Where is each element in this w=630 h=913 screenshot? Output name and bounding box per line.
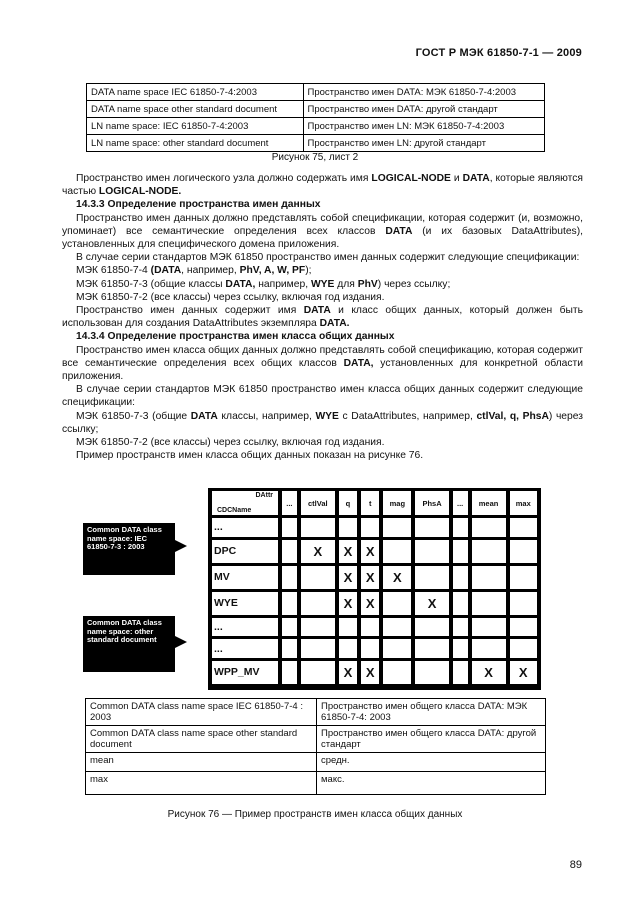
figure76-caption: Рисунок 76 — Пример пространств имен класса общих данных: [167, 809, 463, 820]
paragraph: В случае серии стандартов МЭК 61850 пространство имен класса общих данных содержит следующие спецификации:: [62, 384, 583, 409]
table-cell: DATA name space other standard document: [87, 101, 304, 118]
grid-corner: [212, 491, 278, 515]
section-heading: 14.3.4 Определение пространства имен класса общих данных: [76, 331, 395, 343]
section-heading: 14.3.3 Определение пространства имен данных: [76, 199, 321, 211]
table-cell: Пространство имен DATA: МЭК 61850-7-4:2003: [303, 84, 544, 101]
grid-column-header: ...: [453, 491, 468, 515]
grid-cell: [282, 518, 297, 537]
grid-row: [212, 618, 537, 637]
table-cell: макс.: [317, 772, 546, 795]
grid-row: [212, 661, 537, 684]
grid-row: [212, 592, 537, 615]
corner-label-dattr: DAttr: [255, 492, 273, 499]
grid-cell: [453, 592, 468, 615]
grid-cell: [415, 540, 448, 563]
grid-cell: [383, 618, 411, 637]
grid-cell: [383, 540, 411, 563]
grid-cell: [472, 540, 506, 563]
grid-cell: [510, 518, 537, 537]
paragraph: Пространство имен данных содержит имя DATA и класс общих данных, который должен быть использован для создания DataAttributes экземпляра DATA.: [62, 305, 583, 330]
grid-cell: [415, 661, 448, 684]
table-cell: max: [86, 772, 317, 795]
grid-cell: X: [383, 566, 411, 589]
grid-cell: [510, 566, 537, 589]
grid-cell: [383, 661, 411, 684]
grid-row-label: WYE: [212, 592, 278, 615]
grid-cell: [383, 518, 411, 537]
table-cell: Пространство имен DATA: другой стандарт: [303, 101, 544, 118]
grid-cell: [383, 639, 411, 658]
grid-cell: [472, 618, 506, 637]
table-row: [87, 135, 545, 152]
figure75-caption: Рисунок 75, лист 2: [271, 152, 359, 163]
table-cell: DATA name space IEC 61850-7-4:2003: [87, 84, 304, 101]
grid-cell: [282, 566, 297, 589]
grid-cell: X: [361, 661, 379, 684]
grid-cell: [339, 618, 357, 637]
grid-cell: [453, 639, 468, 658]
grid-cell: [282, 661, 297, 684]
grid-cell: [361, 518, 379, 537]
grid-row-label: ...: [212, 518, 278, 537]
figure75-table: [86, 83, 545, 152]
grid-cell: X: [301, 540, 335, 563]
grid-cell: [301, 518, 335, 537]
grid-cell: [472, 639, 506, 658]
table-row: [86, 699, 546, 726]
grid-column-header: ctlVal: [301, 491, 335, 515]
grid-cell: [415, 518, 448, 537]
page-number: 89: [569, 859, 582, 871]
table-cell: средн.: [317, 753, 546, 772]
table-cell: Пространство имен общего класса DATA: МЭК 61850-7-4: 2003: [317, 699, 546, 726]
grid-column-header: PhsA: [415, 491, 448, 515]
table-cell: LN name space: other standard document: [87, 135, 304, 152]
grid-cell: [282, 639, 297, 658]
grid-cell: [472, 518, 506, 537]
grid-cell: [415, 566, 448, 589]
grid-cell: X: [339, 540, 357, 563]
grid-cell: [383, 592, 411, 615]
grid-cell: [510, 618, 537, 637]
grid-cell: X: [361, 540, 379, 563]
grid-cell: X: [415, 592, 448, 615]
grid-cell: [453, 518, 468, 537]
callout-iec-namespace: Common DATA class name space: IEC 61850-7-3 : 2003: [83, 523, 175, 575]
grid-cell: [453, 661, 468, 684]
grid-column-header: mag: [383, 491, 411, 515]
grid-cell: [282, 540, 297, 563]
grid-cell: [339, 639, 357, 658]
grid-cell: X: [339, 661, 357, 684]
grid-row-label: MV: [212, 566, 278, 589]
grid-row: [212, 540, 537, 563]
paragraph: Пространство имен логического узла должно содержать имя LOGICAL-NODE и DATA, которые являются частью LOGICAL-NODE.: [62, 173, 583, 198]
paragraph: Пространство имен класса общих данных должно представлять собой спецификацию, которая содержит все семантические определения всех общих классов DATA, установленных для конкретной области приложения.: [62, 344, 583, 383]
table-row: [86, 772, 546, 795]
grid-cell: [282, 618, 297, 637]
table-cell: Пространство имен общего класса DATA: другой стандарт: [317, 726, 546, 753]
table-cell: LN name space: IEC 61850-7-4:2003: [87, 118, 304, 135]
corner-label-cdcname: CDCName: [217, 507, 252, 514]
table-row: [86, 726, 546, 753]
table-cell: Пространство имен LN: МЭК 61850-7-4:2003: [303, 118, 544, 135]
grid-cell: X: [472, 661, 506, 684]
paragraph: Пример пространств имен класса общих данных показан на рисунке 76.: [76, 450, 424, 462]
table-row: [87, 84, 545, 101]
figure76-table: [85, 698, 546, 795]
grid-row: [212, 639, 537, 658]
grid-cell: [453, 618, 468, 637]
grid-column-header: mean: [472, 491, 506, 515]
grid-cell: X: [510, 661, 537, 684]
grid-column-header: t: [361, 491, 379, 515]
grid-cell: X: [339, 592, 357, 615]
grid-cell: [301, 618, 335, 637]
grid-header-row: [212, 491, 537, 515]
grid-cell: [453, 540, 468, 563]
grid-cell: [510, 639, 537, 658]
grid-cell: [453, 566, 468, 589]
grid-row-label: DPC: [212, 540, 278, 563]
grid-cell: X: [339, 566, 357, 589]
table-cell: mean: [86, 753, 317, 772]
table-row: [87, 101, 545, 118]
grid-cell: [510, 540, 537, 563]
grid-row: [212, 566, 537, 589]
grid-row-label: ...: [212, 618, 278, 637]
grid-row: [212, 518, 537, 537]
paragraph: Пространство имен данных должно представлять собой спецификации, которая содержит (и, возможно, упоминает) все семантические определения всех классов DATA (и их базовых DataAttributes), установленных для специфического домена приложения.: [62, 212, 583, 251]
arrow-icon: [175, 540, 187, 552]
grid-cell: [472, 592, 506, 615]
grid-cell: [301, 661, 335, 684]
grid-cell: [339, 518, 357, 537]
grid-cell: [510, 592, 537, 615]
grid-cell: [361, 618, 379, 637]
grid-column-header: ...: [282, 491, 297, 515]
grid-cell: [472, 566, 506, 589]
table-cell: Common DATA class name space IEC 61850-7-4 : 2003: [86, 699, 317, 726]
grid-cell: [282, 592, 297, 615]
table-cell: Common DATA class name space other standard document: [86, 726, 317, 753]
document-header: ГОСТ Р МЭК 61850-7-1 — 2009: [415, 47, 582, 59]
grid-cell: [301, 639, 335, 658]
grid-column-header: max: [510, 491, 537, 515]
paragraph: МЭК 61850-7-3 (общие DATA классы, например, WYE с DataAttributes, например, ctlVal, q, PhsA) через ссылку;: [62, 410, 583, 435]
grid-cell: X: [361, 592, 379, 615]
grid-cell: [361, 639, 379, 658]
grid-row-label: ...: [212, 639, 278, 658]
paragraph: МЭК 61850-7-3 (общие классы DATA, например, WYE для PhV) через ссылку;: [76, 278, 451, 290]
paragraph: МЭК 61850-7-4 (DATA, например, PhV, A, W, PF);: [76, 265, 312, 277]
table-row: [86, 753, 546, 772]
paragraph: МЭК 61850-7-2 (все классы) через ссылку, включая год издания.: [76, 291, 385, 303]
callout-other-namespace: Common DATA class name space: other standard document: [83, 616, 175, 672]
table-row: [87, 118, 545, 135]
paragraph: МЭК 61850-7-2 (все классы) через ссылку, включая год издания.: [76, 437, 385, 449]
body-text: [62, 172, 583, 462]
grid-cell: [415, 639, 448, 658]
table-cell: Пространство имен LN: другой стандарт: [303, 135, 544, 152]
arrow-icon: [175, 636, 187, 648]
grid-cell: [301, 566, 335, 589]
grid-column-header: q: [339, 491, 357, 515]
grid-cell: [301, 592, 335, 615]
figure76-diagram: [83, 488, 553, 693]
grid-row-label: WPP_MV: [212, 661, 278, 684]
grid-cell: X: [361, 566, 379, 589]
grid-cell: [415, 618, 448, 637]
namespace-grid: [208, 488, 541, 690]
paragraph: В случае серии стандартов МЭК 61850 пространство имен данных содержит следующие спецификации:: [76, 252, 580, 264]
